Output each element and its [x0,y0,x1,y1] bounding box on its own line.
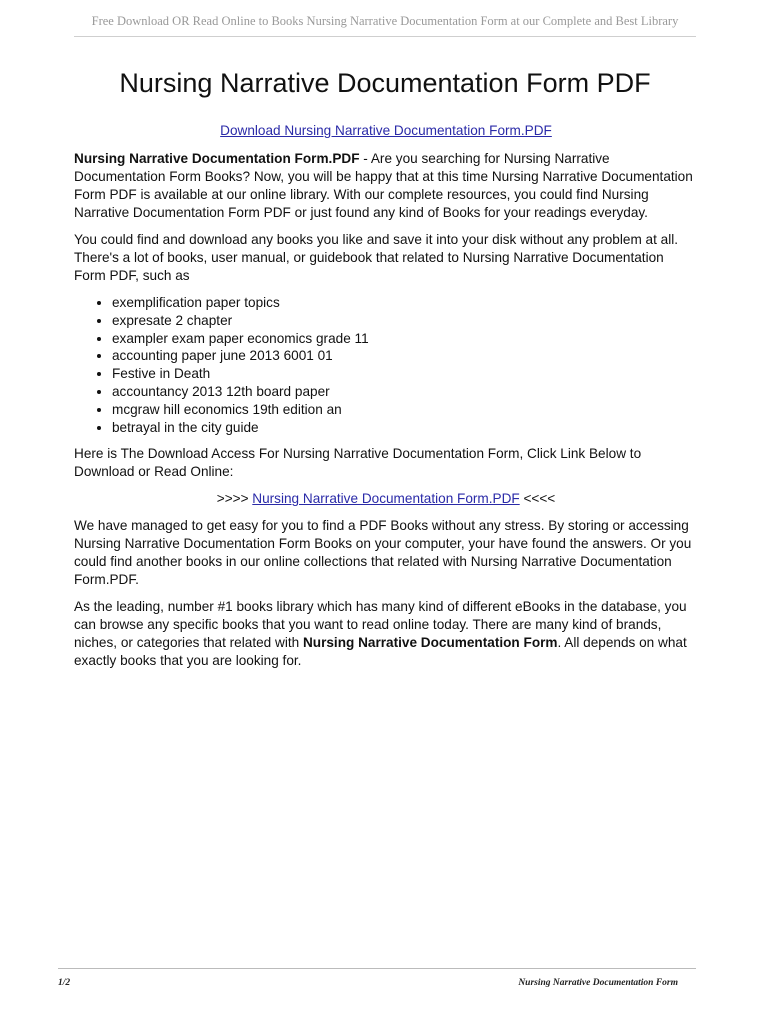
leading-text-before: As the leading, number #1 books library which has many kind of different eBooks in the database, you can browse any specific books that you want to read online today. There are many kind of brands, niches, or categories that related with [74,599,687,651]
document-body [74,122,698,679]
arrow-suffix: <<<< [519,491,556,507]
download-link-row [74,122,698,140]
paragraph-related: You could find and download any books you like and save it into your disk without any problem at all. There's a lot of books, user manual, or guidebook that related to Nursing Narrative Documentation Form PDF, such as [74,232,679,283]
list-item: • betrayal in the city guide [112,419,698,437]
list-item: • accounting paper june 2013 6001 01 [112,347,698,365]
page-footer [58,968,696,988]
related-books-list [74,294,698,436]
leading-text-after: . All depends on what exactly books that you are looking for. [74,635,687,669]
paragraph-leading [74,598,698,670]
paragraph-download-access: Here is The Download Access For Nursing Narrative Documentation Form, Click Link Below to Download or Read Online: [74,446,642,480]
intro-paragraph [74,150,698,222]
list-item: • expresate 2 chapter [112,312,698,330]
intro-text: - Are you searching for Nursing Narrative Documentation Form Books? Now, you will be happy that at this time Nursing Narrative Documentation Form PDF is available at our online library. With our complete resources, you could find Nursing Narrative Documentation Form PDF or just found any kind of Books for your readings everyday. [74,151,693,220]
list-item: • exampler exam paper economics grade 11 [112,330,698,348]
document-title: Nursing Narrative Documentation Form PDF [119,68,651,98]
download-link-top[interactable]: Download Nursing Narrative Documentation Form.PDF [220,123,552,138]
arrow-prefix: >>>> [216,491,253,507]
paragraph-managed: We have managed to get easy for you to find a PDF Books without any stress. By storing or accessing Nursing Narrative Documentation Form Books on your computer, your have found the answers. Or you could find another books in our online collections that related with Nursing Narrative Documentation Form.PDF. [74,518,692,588]
list-item: • accountancy 2013 12th board paper [112,383,698,401]
list-item: • exemplification paper topics [112,294,698,312]
intro-bold-lead: Nursing Narrative Documentation Form.PDF [74,151,360,166]
download-link-center[interactable]: Nursing Narrative Documentation Form.PDF [252,491,520,507]
page-header-banner: Free Download OR Read Online to Books Nursing Narrative Documentation Form at our Complete and Best Library [74,14,696,37]
list-item: • mcgraw hill economics 19th edition an [112,401,698,419]
leading-text-bold: Nursing Narrative Documentation Form [302,635,558,651]
footer-doc-title: Nursing Narrative Documentation Form [518,978,678,988]
page-number: 1/2 [58,978,71,988]
download-link-center-row [74,490,698,508]
list-item: • Festive in Death [112,365,698,383]
